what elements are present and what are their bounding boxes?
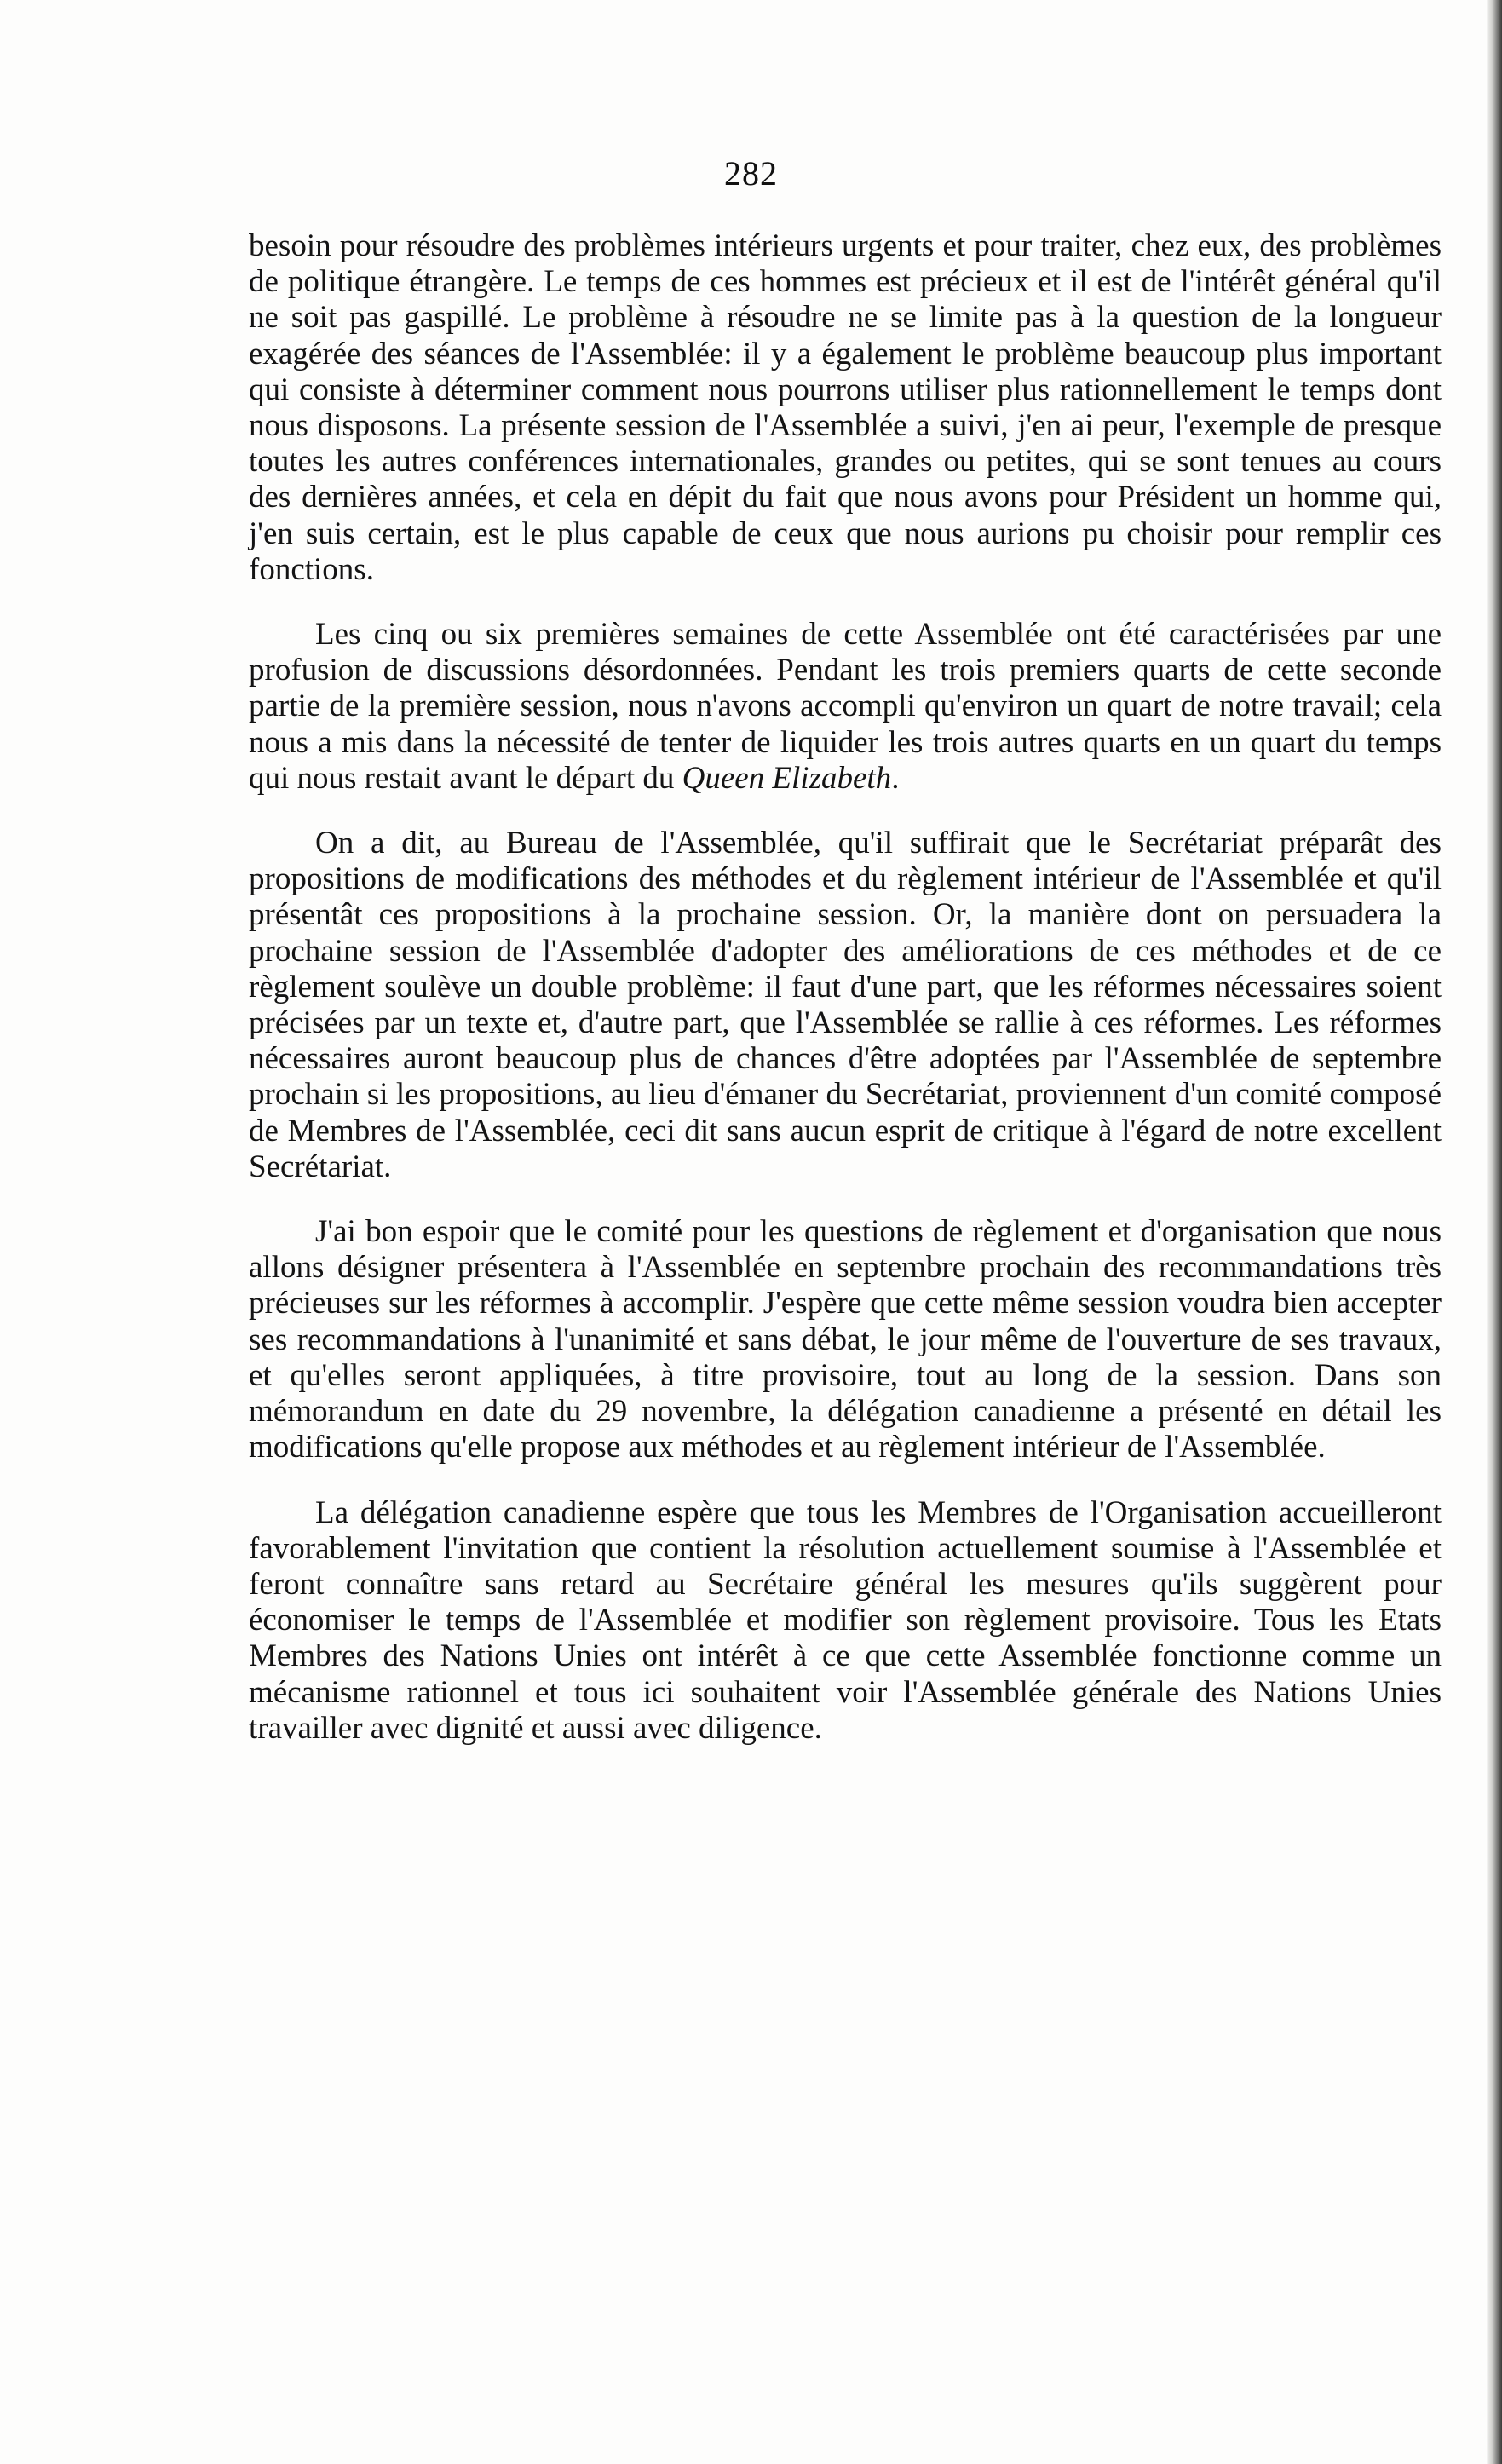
paragraph-2-end: . [891,760,900,796]
paragraph-3: On a dit, au Bureau de l'Assemblée, qu'il suffirait que le Secrétariat préparât des propositions de modifications des méthodes et du règlement intérieur de l'Assemblée et qu'il présentât ces propositions à la prochaine session. Or, la manière dont on persuadera la prochaine session de l'Assemblée d'adopter des améliorations de ces méthodes et de ce règlement soulève un double problème: il faut d'une part, que les réformes nécessaires soient précisées par un texte et, d'autre part, que l'Assemblée se rallie à ces réformes. Les réformes nécessaires auront beaucoup plus de chances d'être adoptées par l'Assemblée de septembre prochain si les propositions, au lieu d'émaner du Secrétariat, proviennent d'un comité composé de Membres de l'Assemblée, ceci dit sans aucun esprit de critique à l'égard de notre excellent Secrétariat. [249,826,1442,1184]
paragraph-4: J'ai bon espoir que le comité pour les questions de règlement et d'organisation que nous allons désigner présentera à l'Assemblée en septembre prochain des recommandations très précieuses sur les réformes à accomplir. J'espère que cette même session voudra bien accepter ses recommandations à l'unanimité et sans débat, le jour même de l'ouverture de ses travaux, et qu'elles seront appliquées, à titre provisoire, tout au long de la session. Dans son mémorandum en date du 29 novembre, la délégation canadienne a présenté en détail les modifications qu'elle propose aux méthodes et au règlement intérieur de l'Assemblée. [249,1214,1442,1465]
body-text [249,228,1442,1776]
ship-name: Queen Elizabeth [682,760,892,796]
page-number: 282 [724,154,778,193]
scan-edge-shadow [1487,0,1502,2464]
paragraph-1: besoin pour résoudre des problèmes intérieurs urgents et pour traiter, chez eux, des problèmes de politique étrangère. Le temps de ces hommes est précieux et il est de l'intérêt général qu'il ne soit pas gaspillé. Le problème à résoudre ne se limite pas à la question de la longueur exagérée des séances de l'Assemblée: il y a également le problème beaucoup plus important qui consiste à déterminer comment nous pourrons utiliser plus rationnellement le temps dont nous disposons. La présente session de l'Assemblée a suivi, j'en ai peur, l'exemple de presque toutes les autres conférences internationales, grandes ou petites, qui se sont tenues au cours des dernières années, et cela en dépit du fait que nous avons pour Président un homme qui, j'en suis certain, est le plus capable de ceux que nous aurions pu choisir pour remplir ces fonctions. [249,228,1442,587]
paragraph-2 [249,617,1442,797]
paragraph-5: La délégation canadienne espère que tous les Membres de l'Organisation accueilleront favorablement l'invitation que contient la résolution actuellement soumise à l'Assemblée et feront connaître sans retard au Secrétaire général les mesures qu'ils suggèrent pour économiser le temps de l'Assemblée et modifier son règlement provisoire. Tous les Etats Membres des Nations Unies ont intérêt à ce que cette Assemblée fonctionne comme un mécanisme rationnel et tous ici souhaitent voir l'Assemblée générale des Nations Unies travailler avec dignité et aussi avec diligence. [249,1494,1442,1746]
paragraph-2-text: Les cinq ou six premières semaines de cette Assemblée ont été caractérisées par une profusion de discussions désordonnées. Pendant les trois premiers quarts de cette seconde partie de la première session, nous n'avons accompli qu'environ un quart de notre travail; cela nous a mis dans la nécessité de tenter de liquider les trois autres quarts en un quart du temps qui nous restait avant le départ du [249,617,1442,796]
